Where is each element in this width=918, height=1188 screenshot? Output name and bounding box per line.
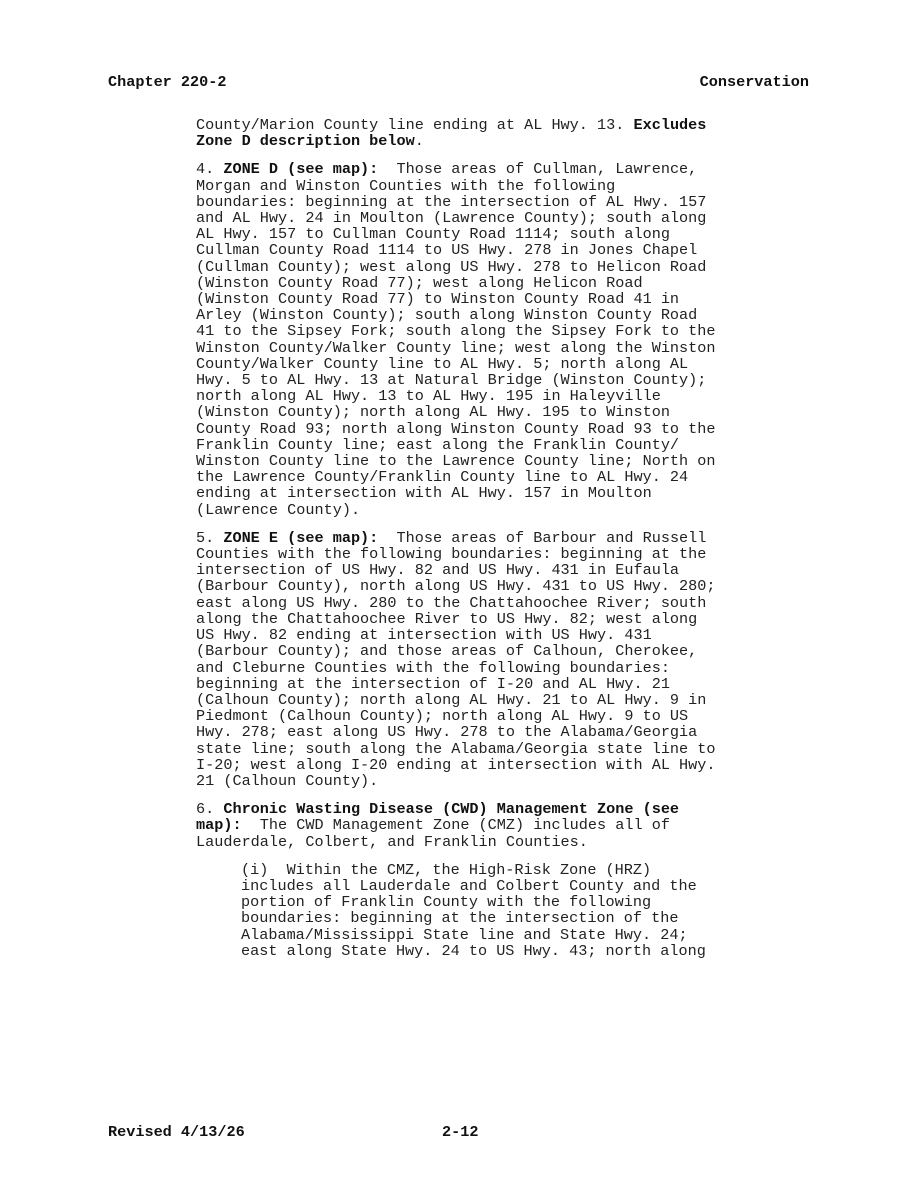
item-heading: ZONE E (see map):: [223, 528, 379, 547]
continuation-bold: Excludes Zone D description below: [196, 116, 707, 151]
item-number: 5.: [196, 528, 224, 547]
item-text: Those areas of Cullman, Lawrence, Morgan and Winston Counties with the following boundaries: beginning at the intersection of AL Hwy. 157 and AL Hwy. 24 in Moulton (Lawrence County); south along AL Hwy. 157 to Cullman County Road 1114; south along Cullman County Road 1114 to US Hwy. 278 in Jones Chapel (Cullman County); west along US Hwy. 278 to Helicon Road (Winston County Road 77); west along Helicon Road (Winston County Road 77) to Winston County Road 41 in Arley (Winston County); south along Winston County Road 41 to the Sipsey Fork; south along the Sipsey Fork to the Winston County/Walker County line; west along the Winston County/Walker County line to AL Hwy. 5; north along AL Hwy. 5 to AL Hwy. 13 at Natural Bridge (Winston County); north along AL Hwy. 13 to AL Hwy. 195 in Haleyville (Winston County); north along AL Hwy. 195 to Winston County Road 93; north along Winston County Road 93 to the Franklin County line; east along the Franklin County/ Winston County line to the Lawrence County line; North on the Lawrence County/Franklin County line to AL Hwy. 24 ending at intersection with AL Hwy. 157 in Moulton (Lawrence County).: [196, 160, 716, 519]
continuation-end: .: [414, 132, 424, 151]
hrz-subparagraph: (i) Within the CMZ, the High-Risk Zone (HRZ) includes all Lauderdale and Colbert County and the portion of Franklin County with the following boundaries: beginning at the intersection of the Alabama/Mississippi State line and State Hwy. 24; east along State Hwy. 24 to US Hwy. 43; north along: [241, 860, 706, 960]
chapter-header: Chapter 220-2: [108, 73, 227, 91]
item-number: 4.: [196, 160, 224, 179]
item-text: Those areas of Barbour and Russell Counties with the following boundaries: beginning at the intersection of US Hwy. 82 and US Hwy. 431 in Eufaula (Barbour County), north along US Hwy. 431 to US Hwy. 280; east along US Hwy. 280 to the Chattahoochee River; south along the Chattahoochee River to US Hwy. 82; west along US Hwy. 82 ending at intersection with US Hwy. 431 (Barbour County); and those areas of Calhoun, Cherokee, and Cleburne Counties with the following boundaries: beginning at the intersection of I-20 and AL Hwy. 21 (Calhoun County); north along AL Hwy. 21 to AL Hwy. 9 in Piedmont (Calhoun County); north along AL Hwy. 9 to US Hwy. 278; east along US Hwy. 278 to the Alabama/Georgia state line; south along the Alabama/Georgia state line to I-20; west along I-20 ending at intersection with AL Hwy. 21 (Calhoun County).: [196, 528, 716, 790]
cwd-zone-paragraph: [196, 801, 821, 850]
item-heading: Chronic Wasting Disease (CWD) Management Zone (see map):: [196, 800, 680, 835]
item-text: The CWD Management Zone (CMZ) includes all of Lauderdale, Colbert, and Franklin Counties.: [196, 816, 670, 851]
revised-date: Revised 4/13/26: [108, 1123, 245, 1141]
item-number: 6.: [196, 800, 224, 819]
continuation-paragraph: [196, 117, 821, 149]
page-number: 2-12: [442, 1123, 479, 1141]
continuation-text: County/Marion County line ending at AL Hwy. 13.: [196, 116, 634, 134]
zone-d-paragraph: [196, 161, 821, 517]
document-body: [196, 117, 821, 971]
item-heading: ZONE D (see map):: [223, 160, 379, 179]
section-header: Conservation: [699, 73, 809, 91]
zone-e-paragraph: [196, 530, 821, 789]
